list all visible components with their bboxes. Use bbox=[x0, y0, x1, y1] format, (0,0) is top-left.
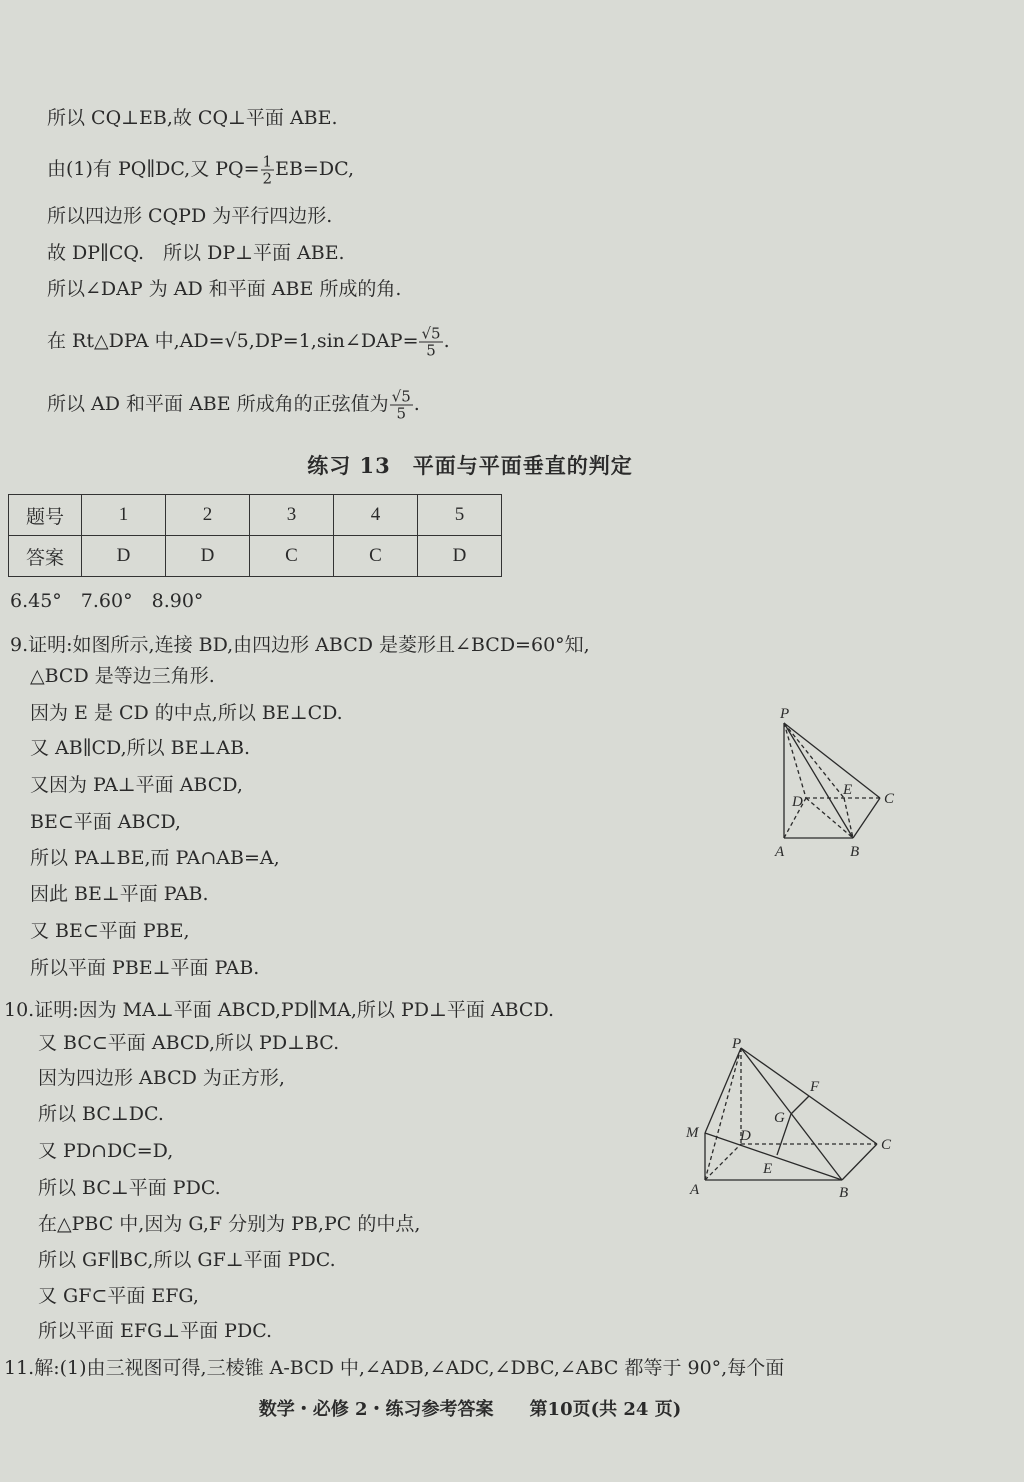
table-cell: 3 bbox=[250, 495, 334, 536]
text-line: 所以∠DAP 为 AD 和平面 ABE 所成的角. bbox=[47, 278, 402, 300]
label-C: C bbox=[884, 791, 895, 807]
text-line: 又 AB∥CD,所以 BE⊥AB. bbox=[30, 737, 251, 759]
denominator: 5 bbox=[396, 404, 406, 423]
text-line: 故 DP∥CQ. 所以 DP⊥平面 ABE. bbox=[47, 242, 345, 264]
text: . bbox=[413, 393, 420, 415]
denominator: 5 bbox=[426, 341, 436, 360]
label-D: D bbox=[740, 1128, 751, 1144]
text-line: 又 BC⊂平面 ABCD,所以 PD⊥BC. bbox=[38, 1032, 340, 1054]
text-line: 所以 CQ⊥EB,故 CQ⊥平面 ABE. bbox=[47, 107, 338, 129]
answer-table bbox=[8, 494, 502, 577]
text-line: 所以平面 PBE⊥平面 PAB. bbox=[30, 957, 260, 979]
page-footer: 数学・必修 2・练习参考答案 第10页(共 24 页) bbox=[258, 1399, 682, 1420]
text-line: 因为四边形 ABCD 为正方形, bbox=[38, 1067, 285, 1089]
label-M: M bbox=[686, 1125, 699, 1141]
label-P: P bbox=[780, 706, 790, 722]
text: 所以 AD 和平面 ABE 所成角的正弦值为 bbox=[47, 393, 389, 415]
text-line-fraction bbox=[47, 389, 420, 422]
numerator: √5 bbox=[421, 324, 441, 343]
pyramid-figure-2 bbox=[680, 1030, 910, 1205]
text-line: 所以 GF∥BC,所以 GF⊥平面 PDC. bbox=[38, 1249, 336, 1271]
label-E: E bbox=[763, 1161, 773, 1177]
label-D: D bbox=[792, 794, 803, 810]
fraction bbox=[390, 389, 413, 422]
text-line: 因此 BE⊥平面 PAB. bbox=[30, 883, 209, 905]
table-cell: 2 bbox=[166, 495, 250, 536]
denominator: 2 bbox=[262, 169, 273, 188]
table-cell: 1 bbox=[82, 495, 166, 536]
section-title: 练习 13 平面与平面垂直的判定 bbox=[307, 453, 633, 478]
text: 在 Rt△DPA 中,AD=√5,DP=1,sin∠DAP= bbox=[47, 330, 419, 352]
text-line: 所以 PA⊥BE,而 PA∩AB=A, bbox=[30, 847, 280, 869]
fraction bbox=[419, 326, 442, 359]
text-line-fraction bbox=[47, 154, 354, 187]
label-B: B bbox=[850, 844, 860, 860]
text-line: 10.证明:因为 MA⊥平面 ABCD,PD∥MA,所以 PD⊥平面 ABCD. bbox=[4, 999, 555, 1021]
table-cell: C bbox=[334, 536, 418, 577]
label-C: C bbox=[881, 1137, 892, 1153]
table-cell: 4 bbox=[334, 495, 418, 536]
text-line: 又因为 PA⊥平面 ABCD, bbox=[30, 774, 243, 796]
label-B: B bbox=[839, 1185, 849, 1201]
table-cell: C bbox=[250, 536, 334, 577]
fill-answers: 6.45° 7.60° 8.90° bbox=[10, 590, 204, 612]
text-line: 在△PBC 中,因为 G,F 分别为 PB,PC 的中点, bbox=[38, 1213, 421, 1235]
text-line: 又 BE⊂平面 PBE, bbox=[30, 920, 190, 942]
numerator: √5 bbox=[391, 387, 411, 406]
label-A: A bbox=[775, 844, 785, 860]
label-G: G bbox=[774, 1110, 785, 1126]
pyramid-figure-1 bbox=[760, 695, 920, 865]
table-header: 题号 bbox=[9, 495, 82, 536]
text-line: 9.证明:如图所示,连接 BD,由四边形 ABCD 是菱形且∠BCD=60°知, bbox=[10, 634, 590, 656]
fraction bbox=[261, 154, 275, 187]
text-line: 又 GF⊂平面 EFG, bbox=[38, 1285, 199, 1307]
table-row bbox=[9, 536, 502, 577]
text-line: △BCD 是等边三角形. bbox=[30, 665, 215, 687]
text: EB=DC, bbox=[275, 158, 354, 180]
label-A: A bbox=[690, 1182, 700, 1198]
text-line: 所以 BC⊥DC. bbox=[38, 1103, 164, 1125]
table-header: 答案 bbox=[9, 536, 82, 577]
text-line-fraction bbox=[47, 326, 450, 359]
text: . bbox=[443, 330, 450, 352]
text-line: 所以四边形 CQPD 为平行四边形. bbox=[47, 205, 333, 227]
text-line: 又 PD∩DC=D, bbox=[38, 1140, 174, 1162]
text-line: 11.解:(1)由三视图可得,三棱锥 A-BCD 中,∠ADB,∠ADC,∠DBC,∠ABC 都等于 90°,每个面 bbox=[4, 1357, 785, 1379]
label-E: E bbox=[843, 782, 853, 798]
table-cell: 5 bbox=[418, 495, 502, 536]
text: 由(1)有 PQ∥DC,又 PQ= bbox=[47, 158, 260, 180]
table-cell: D bbox=[166, 536, 250, 577]
label-F: F bbox=[810, 1079, 820, 1095]
text-line: 所以 BC⊥平面 PDC. bbox=[38, 1177, 221, 1199]
label-P: P bbox=[732, 1036, 742, 1052]
numerator: 1 bbox=[262, 152, 273, 171]
text-line: 因为 E 是 CD 的中点,所以 BE⊥CD. bbox=[30, 702, 343, 724]
text-line: 所以平面 EFG⊥平面 PDC. bbox=[38, 1320, 273, 1342]
table-row bbox=[9, 495, 502, 536]
table-cell: D bbox=[82, 536, 166, 577]
table-cell: D bbox=[418, 536, 502, 577]
text-line: BE⊂平面 ABCD, bbox=[30, 811, 181, 833]
